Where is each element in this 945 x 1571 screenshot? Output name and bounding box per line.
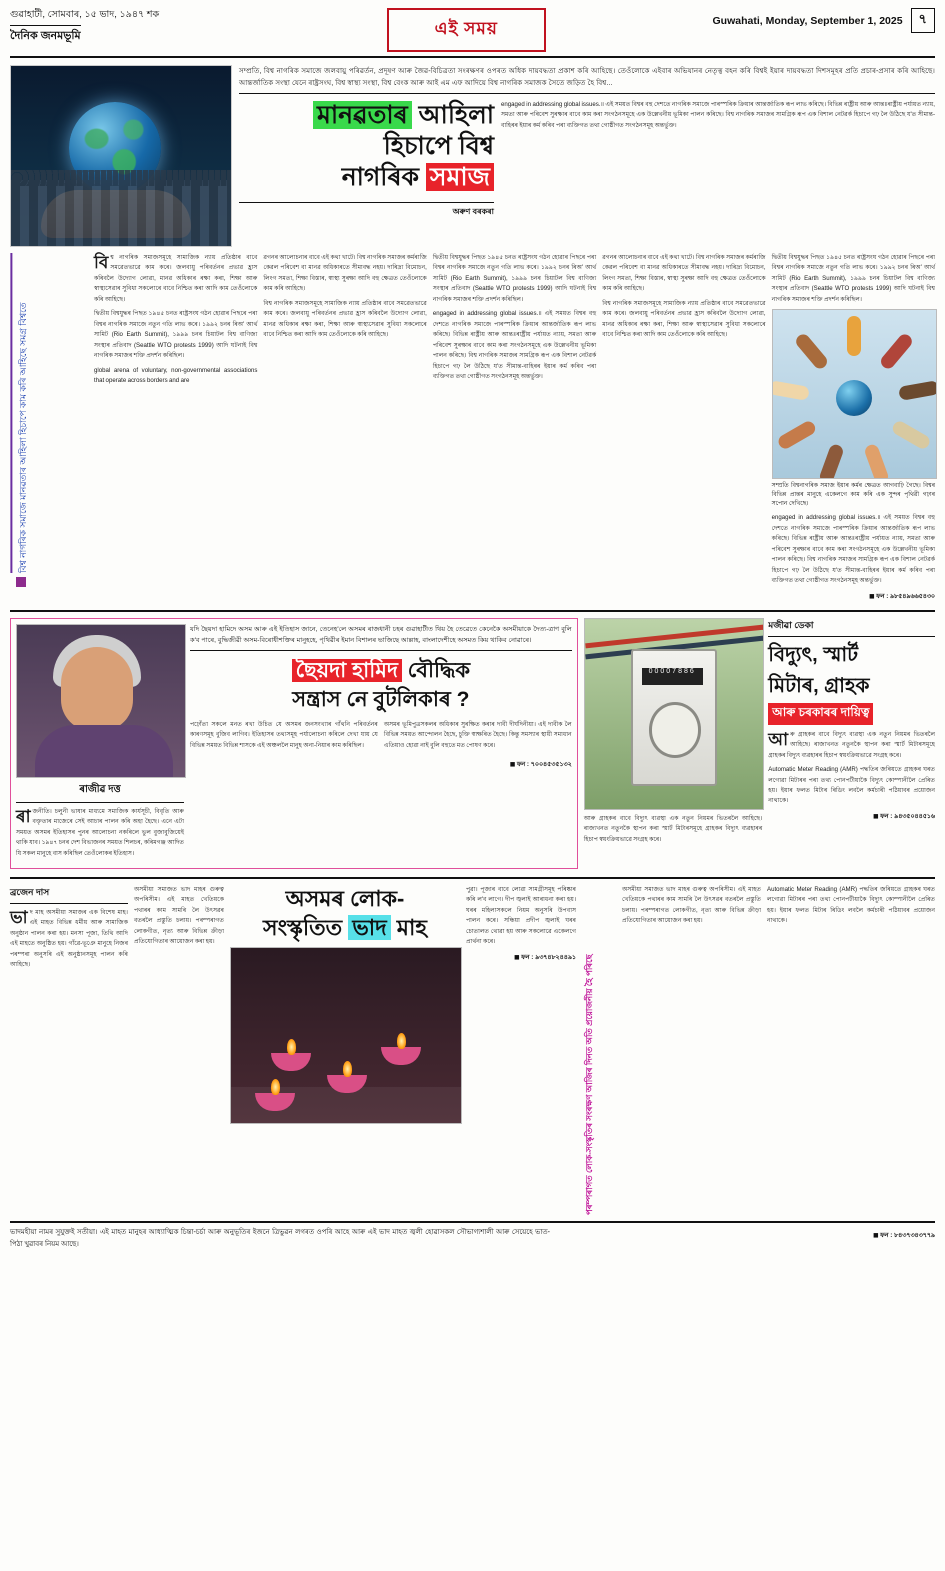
col1-p1: বিশ্ব নাগৰিক সমাজসমূহে সামাজিক ন্যায় প্ৰতিষ্ঠাৰ বাবে সমৱেতভাৱে কাম কৰে। জলবায়ু পৰিবৰ্তনৰ প্ৰভাৱ হ্ৰাস কৰিবলৈ উদ্যোগ লোৱা, মানৱ অধিকাৰ ৰক্ষা কৰা, শিক্ষা আৰু স্বাস্থ্যসেৱাৰ সুবিধা সকলোৰে বাবে নিশ্চিত কৰা আদি কাম তেওঁলোকে কৰি আহিছে। (94, 253, 258, 303)
column-3 (433, 253, 596, 602)
s2-headline-rest: বৌদ্ধিক (407, 659, 471, 683)
headline-word-tool: আহিলা (418, 100, 494, 129)
s2-contact: ◼ ফন : ৭০০৪৫৩৫১৩২ (509, 761, 572, 769)
culture-title-l2 (230, 914, 460, 943)
s2-headline (190, 657, 572, 684)
author-name: ৰাজীৱ দত্ত (16, 782, 184, 803)
pink-panel (10, 618, 578, 869)
masthead-date-bn: গুৱাহাটী, সোমবাৰ, ১৫ ভাদ, ১৯৪৭ শক (10, 9, 160, 20)
headline-line2: হিচাপে বিশ্ব (383, 132, 494, 160)
section-bhado-month (10, 877, 935, 1215)
s2-col-c: অসমৰ ভূমিপুত্ৰসকলৰ অধিকাৰ সুৰক্ষিত কৰাৰ দাবী দীৰ্ঘদিনীয়া। এই দাবীক লৈ বিভিন্ন সময়ত আন্দোলন হৈছে, চুক্তি স্বাক্ষৰিত হৈছে। কিন্তু সমস্যাৰ স্থায়ী সমাধান এতিয়াও হোৱা নাই বুলি বহুতে মত পোষণ কৰে। (383, 720, 572, 749)
culture-article (230, 885, 460, 1215)
s2-col-a: ৰাজনীতি। চলুনী ভাষাৰ মাধ্যমে সমাজিক কাৰ্যসূচী, বিবৃতি আৰু বক্তৃতাৰ মাজেৰে সেই আচাৰ পালন কৰি অহা হৈছে। এনে এটা সময়ত অসমৰ ইতিহাসৰ পুনৰ আলোচনা নকৰিলে ভুল বুজাবুজিয়েই থাকি যাব। ১৯৪৭ চনৰ দেশ বিভাজনৰ সময়ত শিলচৰ, কৰিমগঞ্জ আদিত যি সকল মানুহে বাস কৰিছিল তেওঁলোকৰ ইতিহাস। (16, 806, 184, 857)
headline-line3: নাগৰিক (341, 163, 420, 192)
sr-author: মজীৱা ডেকা (768, 618, 935, 637)
s2-col-b: পঢ়োঁতা সকলে মনত ৰখা উচিত যে অসমৰ জনসংখ্যাৰ গাঁথনি পৰিবৰ্তনৰ কাৰণসমূহ বুজিব লাগিব। ইতিহাসৰ তথ্যসমূহ পৰ্যালোচনা কৰিলে দেখা যায় যে বিভিন্ন সময়ত বিভিন্ন শাসকে এই অঞ্চললৈ মানুহ অনা-নিয়াৰ কাম কৰিছিল। (190, 720, 378, 749)
col3-p1: দ্বিতীয় বিশ্বযুদ্ধৰ পিছত ১৯৪৫ চনত ৰাষ্ট্ৰসংঘ গঠন হোৱাৰ পিছৰে পৰা বিশ্বৰ নাগৰিক সমাজে নতুন গতি লাভ কৰে। ১৯৯২ চনৰ ৰিঅ' আৰ্থ সামিট (Rio Earth Summit), ১৯৯৯ চনৰ চিয়াটল বিশ্ব বাণিজ্য সংস্থাৰ প্ৰতিবাদ (Seattle WTO protests 1999) আদি ঘটনাই বিশ্ব নাগৰিক সমাজৰ শক্তি প্ৰদৰ্শন কৰিছিল। (432, 254, 597, 303)
s3-col-5 (767, 885, 935, 1215)
culture-title-part-b: মাহ (396, 914, 427, 940)
s3-vertical-strip-col (582, 885, 616, 1215)
col4-p2: বিশ্ব নাগৰিক সমাজসমূহে সামাজিক ন্যায় প্ৰতিষ্ঠাৰ বাবে সমৱেতভাৱে কাম কৰে। জলবায়ু পৰিবৰ্তনৰ প্ৰভাৱ হ্ৰাস কৰিবলৈ উদ্যোগ লোৱা, মানৱ অধিকাৰ ৰক্ষা কৰা, শিক্ষা আৰু স্বাস্থ্যসেৱাৰ সুবিধা সকলোৰে বাবে নিশ্চিত কৰা আদি কাম তেওঁলোকে কৰি আহিছে। (602, 299, 766, 339)
culture-title-mark: ভাদ (348, 915, 390, 940)
col1-p2: দ্বিতীয় বিশ্বযুদ্ধৰ পিছত ১৯৪৫ চনত ৰাষ্ট্ৰসংঘ গঠন হোৱাৰ পিছৰে পৰা বিশ্বৰ নাগৰিক সমাজে নতুন গতি লাভ কৰে। ১৯৯২ চনৰ ৰিঅ' আৰ্থ সামিট (Rio Earth Summit), ১৯৯৯ চনৰ চিয়াটল বিশ্ব বাণিজ্য সংস্থাৰ প্ৰতিবাদ (Seattle WTO protests 1999) আদি ঘটনাই বিশ্ব নাগৰিক সমাজৰ শক্তি প্ৰদৰ্শন কৰিছিল। (94, 310, 258, 360)
s3-contact-mid: ◼ ফন : ৯৩৭৪৮২৪৪৯১ (514, 953, 576, 961)
sr-title-l1: বিদ্যুৎ, স্মাৰ্ট (768, 643, 859, 666)
culture-title-l1: অসমৰ লোক- (285, 885, 405, 911)
lead-byline: অৰুণ বৰকৰা (239, 202, 494, 219)
flame-1 (287, 1039, 296, 1055)
headline-mark-green: মানৱতাৰ (313, 101, 412, 129)
s3-col-3 (466, 885, 576, 1215)
lead-intro: সম্প্ৰতি, বিশ্ব নাগৰিক সমাজে জলবায়ু পৰিৱৰ্তন, প্ৰদূষণ আৰু জৈৱ-বিচিত্ৰতা সংৰক্ষণৰ ওপৰত অধিক দায়বদ্ধতা প্ৰকাশ কৰি আহিছে। তেওঁলোকে এইবাৰ অভিযানৰ নেতৃত্ব বহন কৰি বিশ্বই ইয়াৰ দায়বদ্ধতা দিশসমূহৰ প্ৰতি প্ৰচাৰ-প্ৰসাৰ কৰি আহিছে। আন্তৰ্জাতিক সংস্থা যেনে ৰাষ্ট্ৰসংঘ, বিশ্ব স্বাস্থ্য সংস্থা, বিশ্ব বেংক আৰু আই এম এফ আদিয়ে বিশ্ব নাগৰিক সমাজক সৈতে জড়িত হৈ বিশ্ব... (239, 65, 935, 94)
page-number: ৭ (911, 8, 935, 33)
meter-display: 00007886 (642, 668, 703, 685)
vertical-stripe-col (10, 253, 88, 602)
masthead-left (10, 8, 220, 45)
flame-4 (271, 1079, 280, 1095)
col4-p1: ৱগনৰ আলোচনাৰ বাবে এই কথা খাটে। বিশ্ব নাগৰিক সমাজৰ কৰ্মৰাজি কেৱল পৰিবেশ বা মানৱ অধিকাৰতে সীমাবদ্ধ নহয়। দাৰিদ্ৰ্য বিমোচন, লিংগ সমতা, শিক্ষা বিস্তাৰ, স্বাস্থ্য সুৰক্ষা আদি বহু ক্ষেত্ৰত তেওঁলোকে কাম কৰি আহিছে। (602, 254, 766, 293)
main-columns (10, 253, 935, 602)
portrait-block (16, 624, 184, 863)
small-globe-icon (836, 380, 872, 416)
s3-col-b: অসমীয়া সমাজত ভাদ মাহৰ গুৰুত্ব অপৰিসীম। এই মাহত খেতিয়কে পথাৰৰ কাম সামৰি লৈ উৎসৱৰ বতৰলৈ প্ৰস্তুতি চলায়। পৰম্পৰাগত লোকগীত, নৃত্য আৰু বিভিন্ন ক্ৰীড়া প্ৰতিযোগিতাৰ আয়োজন কৰা হয়। (134, 885, 224, 946)
portrait-photo (16, 624, 186, 778)
s3-author: ব্ৰজেন দাস (10, 885, 128, 904)
s2-kicker: যদি ছৈয়দা হামিদে অসম আৰু এই ইতিহাস জানে, তেনেহ'লে অসমৰ ৰাজধানী চহৰ গুৱাহাটীত থিয় হৈ তেৱেতে কেনেকৈ অসমীয়াকে দৈত্য-ত্ৰাণ বুলি ক'ব পাৰে, বুদ্ধিজীৱী অসম-বিৰোধীশক্তিৰ মানুহহে, পৃথিৱীৰ ইমান বিশালৰ ভাজিছে আল্লাহ, বাংলাদেশীহে অসমত কিয় থাকিব নোৱাৰে। (190, 624, 572, 651)
closing-contact: ◼ ফন : ৮৪৩৭৩৪৩৭৭৯ (873, 1231, 935, 1239)
closing-text: ভাদমহীয়া নামৰ সুযুক্তই সতীয়া। এই মাহত মানুহৰ আধ্যাত্মিক চিন্তা-চৰ্চা আৰু অনুভূতিৰ ইজনে ত্ৰিভুৱন লগৰত ওপৰি আহে আৰু এই ভাদ মাহত জ্বলী হোৱাসকল সৌভাগ্যশালী আৰু সেয়েহে ভাত-পিঠা খুৱাবৰ নিয়ম আছে। (10, 1228, 550, 1248)
portrait-dress (35, 725, 173, 777)
s3-col-1 (10, 885, 128, 1215)
lamp-1 (271, 1053, 311, 1071)
col2-p2: বিশ্ব নাগৰিক সমাজসমূহে সামাজিক ন্যায় প্ৰতিষ্ঠাৰ বাবে সমৱেতভাৱে কাম কৰে। জলবায়ু পৰিবৰ্তনৰ প্ৰভাৱ হ্ৰাস কৰিবলৈ উদ্যোগ লোৱা, মানৱ অধিকাৰ ৰক্ষা কৰা, শিক্ষা আৰু স্বাস্থ্যসেৱাৰ সুবিধা সকলোৰে বাবে নিশ্চিত কৰা আদি কাম তেওঁলোকে কৰি আহিছে। (263, 299, 427, 339)
s3-vertical-quote: পৰম্পৰাগত লোক-সংস্কৃতিৰ সংৰক্ষণ আজিৰ দিনত অতি প্ৰয়োজনীয় হৈ পৰিছে (584, 954, 594, 1215)
photo-lamps-ritual (230, 947, 462, 1124)
publication-name: দৈনিক জনমভূমি (10, 25, 81, 45)
s3-col-2 (134, 885, 224, 1215)
meter-photo-col (584, 618, 763, 869)
col5-p2: engaged in addressing global issues.॥ এই সময়ত বিশ্বৰ বহু দেশতে নাগৰিক সমাজে পাৰস্পৰিক ক্ৰিয়াৰ আন্তৰ্জাতিক ৰূপ লাভ কৰিছে। বিভিন্ন ৰাষ্ট্ৰীয় আৰু আন্তঃৰাষ্ট্ৰীয় পৰ্যায়ত ন্যায়, সমতা আৰু পৰিবেশ সুৰক্ষাৰ বাবে কাম কৰা সংগঠনসমূহে এক উল্লেখনীয় ভূমিকা পালন কৰিছে। বিশ্ব নাগৰিক সমাজৰ সামগ্ৰিক ৰূপ এক বিশাল নেটৱৰ্ক হিচাপে গঢ় লৈ উঠিছে য'ত সীমান্ত-বাহিৰৰ ইয়াৰ কৰ্ম কৰিব পৰা ব্যক্তিগত তথা গোষ্ঠীগত সংগঠনসমূহ অন্তৰ্ভুক্ত। (771, 514, 936, 585)
sr-p2: Automatic Meter Reading (AMR) পদ্ধতিৰ জৰিয়তে গ্ৰাহকৰ ঘৰত লগোৱা মিটাৰৰ পৰা তথ্য পোনপটীয়াকৈ বিদ্যুৎ কোম্পানীলৈ প্ৰেৰিত হয়। ইয়াৰ ফলত মিটাৰ ৰিডিং লবলৈ কৰ্মচাৰী পঠিয়াবৰ প্ৰয়োজন নাথাকে। (768, 766, 935, 805)
decorative-square (16, 577, 26, 587)
column-1 (94, 253, 257, 602)
meter-dial (649, 702, 701, 757)
headline-mark-red: সমাজ (426, 163, 494, 191)
column-5 (772, 253, 935, 602)
lead-block (10, 65, 935, 247)
vertical-quote: বিশ্ব নাগৰিক সমাজে মানৱতাৰ আহিলা হিচাপে কাম কৰি আহিছে সমগ্ৰ বিশ্বতে (10, 253, 30, 573)
col1-p3: global arena of voluntary, non-governmental associations that operate across borders and are (94, 366, 258, 385)
sr-p1: আৰু গ্ৰাহকৰ বাবে বিদ্যুৎ ব্যৱস্থা এক নতুন নিয়মৰ ভিতৰলৈ আহিছে। ৰাজ্যখনত নতুনকৈ স্থাপন কৰা স্মাৰ্ট মিটাৰসমূহে গ্ৰাহকৰ বিদ্যুৎ ব্যৱহাৰৰ হিচাপ স্বয়ংক্ৰিয়ভাৱে সংগ্ৰহ কৰে। (768, 729, 935, 759)
masthead (10, 8, 935, 58)
culture-title-part-a: সংস্কৃতিত (263, 914, 343, 940)
headline-block (239, 100, 494, 219)
closing-strip (10, 1221, 935, 1251)
photo-caption: সম্প্ৰতি বিশ্বনাগৰিক সমাজ ইয়াৰ কৰ্মৰ ক্ষেত্ৰত আগবাঢ়ি গৈছে। বিশ্বৰ বিভিন্ন প্ৰান্তৰ মানুহে একেলগে কাম কৰি এক সুন্দৰ পৃথিৱী গঢ়াৰ সপোন দেখিছে। (771, 483, 936, 508)
smart-meter-article (768, 618, 935, 869)
photo-people-ring-globe (772, 309, 937, 479)
masthead-center (220, 8, 713, 52)
lead-col-a: engaged in addressing global issues.॥ এই সময়ত বিশ্বৰ বহু দেশতে নাগৰিক সমাজে পাৰস্পৰিক ক্ৰিয়াৰ আন্তৰ্জাতিক ৰূপ লাভ কৰিছে। বিভিন্ন ৰাষ্ট্ৰীয় আৰু আন্তঃৰাষ্ট্ৰীয় পৰ্যায়ত ন্যায়, সমতা আৰু পৰিবেশ সুৰক্ষাৰ বাবে কাম কৰা সংগঠনসমূহে এক উল্লেখনীয় ভূমিকা পালন কৰিছে। বিশ্ব নাগৰিক সমাজৰ সামগ্ৰিক ৰূপ এক বিশাল নেটৱৰ্ক হিচাপে গঢ় লৈ উঠিছে য'ত সীমান্ত-বাহিৰৰ ইয়াৰ কৰ্ম কৰিব পৰা ব্যক্তিগত তথা গোষ্ঠীগত সংগঠনসমূহ অন্তৰ্ভুক্ত। (501, 100, 935, 129)
panel-right (190, 624, 572, 863)
lead-contact: ◼ ফন : ৯৮৫৪৯৬৬৫৪৩০ (869, 592, 936, 600)
s3-culture-col: পুৱা। পূজাৰ বাবে লোৱা সামগ্ৰীসমূহ পৰিষ্কাৰ কৰি ল'ব লাগে। দীপ জ্বলাই আৰাধনা কৰা হয়। ঘৰৰ মহিলাসকলে নিয়ম অনুসৰি উপবাস পালন কৰে। সন্ধিয়া প্ৰদীপ জ্বলাই ঘৰৰ চোতালত থোৱা হয় আৰু সকলোৱে একেলগে প্ৰাৰ্থনা কৰে। (466, 885, 576, 946)
sr-contact: ◼ ফন : ৯৪৩৫০৪৪৫১৬ (873, 812, 935, 820)
col2-p1: ৱগনৰ আলোচনাৰ বাবে এই কথা খাটে। বিশ্ব নাগৰিক সমাজৰ কৰ্মৰাজি কেৱল পৰিবেশ বা মানৱ অধিকাৰতে সীমাবদ্ধ নহয়। দাৰিদ্ৰ্য বিমোচন, লিংগ সমতা, শিক্ষা বিস্তাৰ, স্বাস্থ্য সুৰক্ষা আদি বহু ক্ষেত্ৰত তেওঁলোকে কাম কৰি আহিছে। (263, 254, 427, 293)
sr-title-l2: মিটাৰ, গ্ৰাহক (768, 674, 870, 697)
s3-col-d1: অসমীয়া সমাজত ভাদ মাহৰ গুৰুত্ব অপৰিসীম। এই মাহত খেতিয়কে পথাৰৰ কাম সামৰি লৈ উৎসৱৰ বতৰলৈ প্ৰস্তুতি চলায়। পৰম্পৰাগত লোকগীত, নৃত্য আৰু বিভিন্ন ক্ৰীড়া প্ৰতিযোগিতাৰ আয়োজন কৰা হয়। (622, 885, 761, 925)
column-2 (263, 253, 426, 602)
portrait-face (61, 647, 133, 731)
masthead-date-en: Guwahati, Monday, September 1, 2025 (712, 14, 903, 27)
s3-col-4 (622, 885, 761, 1215)
s3-col-e1: Automatic Meter Reading (AMR) পদ্ধতিৰ জৰিয়তে গ্ৰাহকৰ ঘৰত লগোৱা মিটাৰৰ পৰা তথ্য পোনপটীয়াকৈ বিদ্যুৎ কোম্পানীলৈ প্ৰেৰিত হয়। ইয়াৰ ফলত মিটাৰ ৰিডিং লবলৈ কৰ্মচাৰী পঠিয়াবৰ প্ৰয়োজন নাথাকে। (767, 885, 935, 925)
meter-col-text: আৰু গ্ৰাহকৰ বাবে বিদ্যুৎ ব্যৱস্থা এক নতুন নিয়মৰ ভিতৰলৈ আহিছে। ৰাজ্যখনত নতুনকৈ স্থাপন কৰা স্মাৰ্ট মিটাৰসমূহে গ্ৰাহকৰ বিদ্যুৎ ব্যৱহাৰৰ হিচাপ স্বয়ংক্ৰিয়ভাৱে সংগ্ৰহ কৰে। (583, 814, 763, 843)
sr-subtitle: আৰু চৰকাৰৰ দায়িত্ব (768, 703, 873, 725)
column-4 (602, 253, 765, 602)
s3-col-a: ভাদ মাহ অসমীয়া সমাজৰ এক বিশেষ মাহ। এই মাহত বিভিন্ন ধৰ্মীয় আৰু সামাজিক অনুষ্ঠান পালন কৰা হয়। মনসা পূজা, তিথি আদি এই মাহতে অনুষ্ঠিত হয়। গাঁৱে-ভূঞে মানুহে নিজৰ পৰম্পৰা অনুসৰি এই অনুষ্ঠানসমূহ পালন কৰি আহিছে। (10, 907, 128, 969)
lead-text (239, 65, 935, 247)
s2-headline-line2: সন্ত্ৰাস নে বুটলিকাৰ ? (292, 688, 470, 712)
section-syeda-hameed (10, 610, 935, 869)
col3-p2: engaged in addressing global issues.॥ এই সময়ত বিশ্বৰ বহু দেশতে নাগৰিক সমাজে পাৰস্পৰিক ক্ৰিয়াৰ আন্তৰ্জাতিক ৰূপ লাভ কৰিছে। বিভিন্ন ৰাষ্ট্ৰীয় আৰু আন্তঃৰাষ্ট্ৰীয় পৰ্যায়ত ন্যায়, সমতা আৰু পৰিবেশ সুৰক্ষাৰ বাবে কাম কৰা সংগঠনসমূহে এক উল্লেখনীয় ভূমিকা পালন কৰিছে। বিশ্ব নাগৰিক সমাজৰ সামগ্ৰিক ৰূপ এক বিশাল নেটৱৰ্ক হিচাপে গঢ় লৈ উঠিছে য'ত সীমান্ত-বাহিৰৰ ইয়াৰ কৰ্ম কৰিব পৰা ব্যক্তিগত তথা গোষ্ঠীগত সংগঠনসমূহ অন্তৰ্ভুক্ত। (432, 310, 597, 381)
masthead-right (713, 8, 935, 33)
crowd-graphic (11, 180, 231, 246)
lead-photo-globe-hands (10, 65, 232, 247)
flame-2 (343, 1061, 352, 1077)
lamp-3 (381, 1047, 421, 1065)
flame-3 (397, 1033, 406, 1049)
col5-p1: দ্বিতীয় বিশ্বযুদ্ধৰ পিছত ১৯৪৫ চনত ৰাষ্ট্ৰসংঘ গঠন হোৱাৰ পিছৰে পৰা বিশ্বৰ নাগৰিক সমাজে নতুন গতি লাভ কৰে। ১৯৯২ চনৰ ৰিঅ' আৰ্থ সামিট (Rio Earth Summit), ১৯৯৯ চনৰ চিয়াটল বিশ্ব বাণিজ্য সংস্থাৰ প্ৰতিবাদ (Seattle WTO protests 1999) আদি ঘটনাই বিশ্ব নাগৰিক সমাজৰ শক্তি প্ৰদৰ্শন কৰিছিল। (771, 254, 936, 303)
s2-headline-mark: ছৈয়দা হামিদ (292, 659, 402, 682)
section-title: এই সময় (434, 19, 498, 38)
photo-electric-meter (584, 618, 765, 810)
